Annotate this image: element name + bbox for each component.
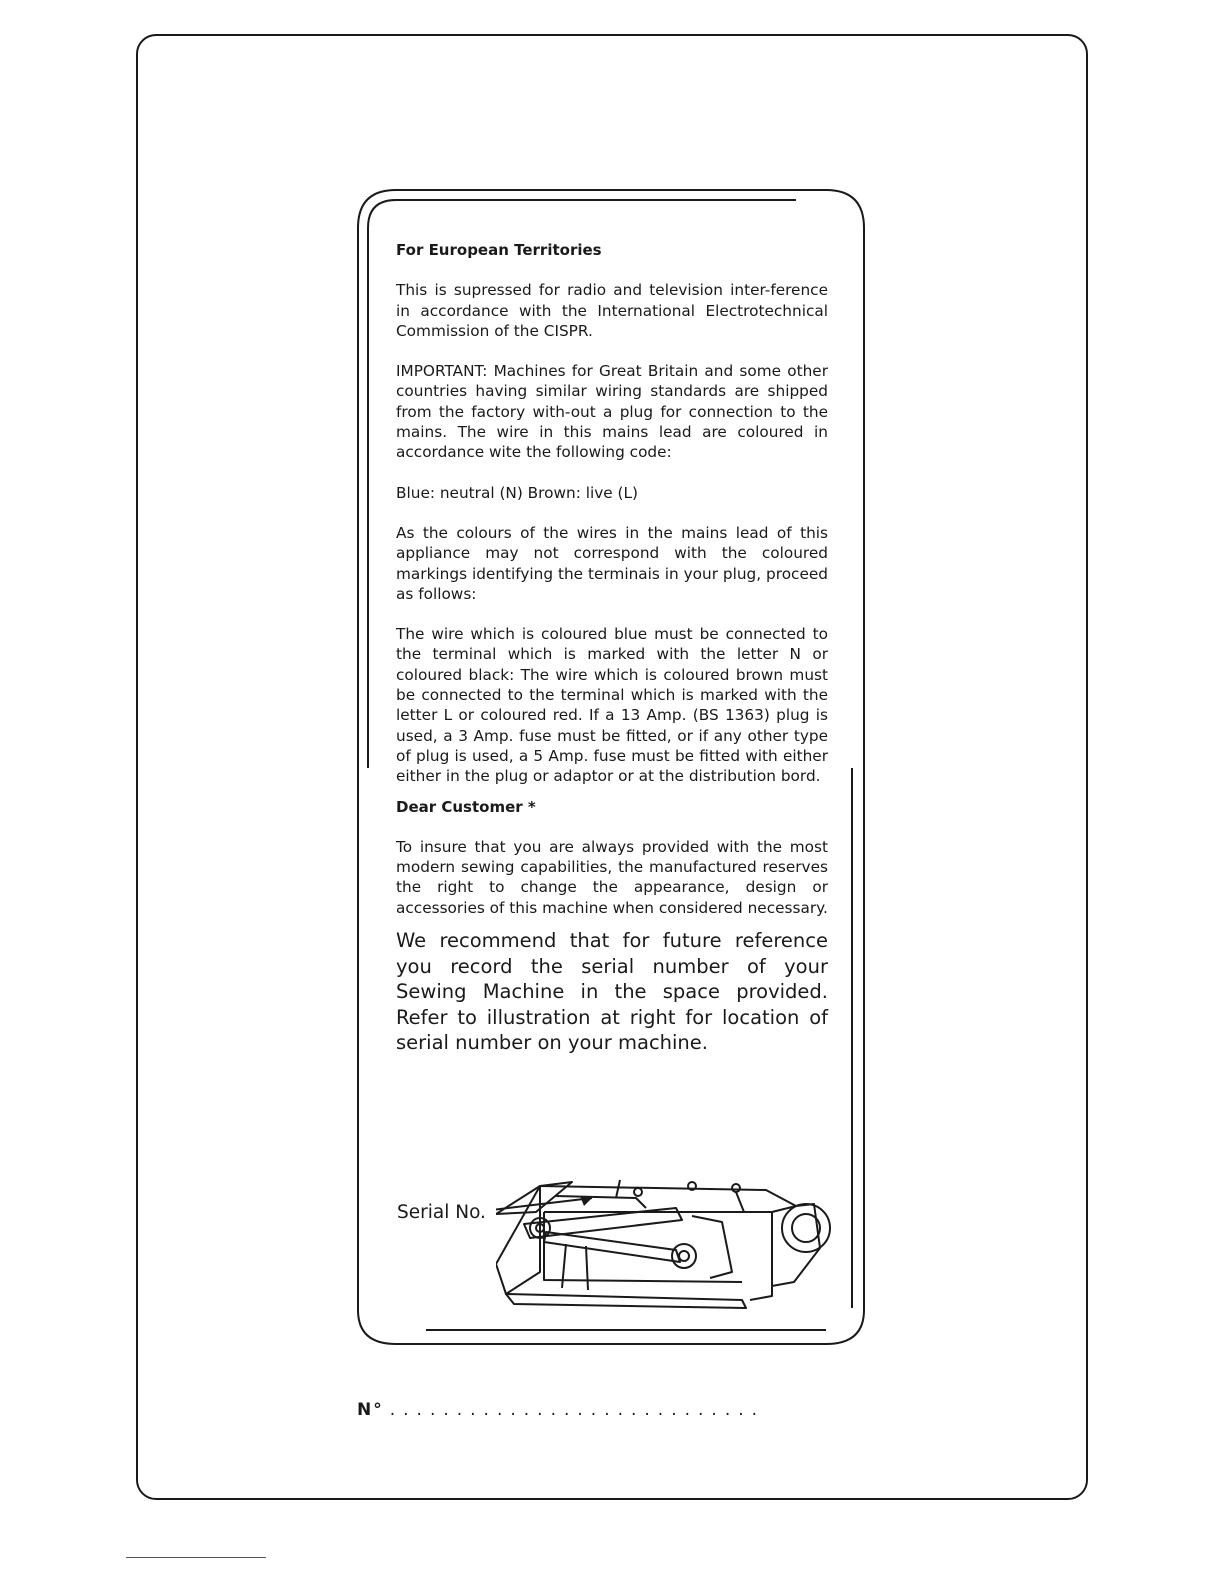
heading-european-territories: For European Territories (396, 241, 602, 259)
sewing-machine-illustration (496, 1176, 836, 1320)
connection-paragraph: The wire which is coloured blue must be connected to the terminal which is marked with the letter N or coloured black: The wire which is coloured brown must be connected to the terminal which is marked with the letter L or coloured red. If a 13 Amp. (BS 1363) plug is used, a 3 Amp. fuse must be fitted, or if any other type of plug is used, a 5 Amp. fuse must be fitted with either either in the plug or adaptor or at the distribution bord. (396, 625, 828, 786)
notice-card (356, 188, 866, 1348)
wire-code-paragraph: Blue: neutral (N) Brown: live (L) (396, 483, 638, 502)
card-text-body (396, 240, 828, 1056)
serial-number-label: Serial No. (397, 1202, 486, 1223)
important-paragraph: IMPORTANT: Machines for Great Britain and some other countries having similar wiring standards are shipped from the factory with-out a plug for connection to the mains. The wire in this mains lead are coloured in accordance wite the following code: (396, 362, 828, 462)
heading-dear-customer: Dear Customer * (396, 797, 536, 816)
serial-number-entry (357, 1400, 765, 1420)
suppression-paragraph: This is supressed for radio and television inter-ference in accordance with the International Electrotechnical Commission of the CISPR. (396, 281, 828, 340)
customer-paragraph: To insure that you are always provided with the most modern sewing capabilities, the manufactured reserves the right to change the appearance, design or accessories of this machine when considered necessary. (396, 837, 828, 917)
footer-rule (126, 1557, 266, 1558)
recommend-paragraph: We recommend that for future reference you record the serial number of your Sewing Machine in the space provided. Refer to illustration at right for location of serial number on your machine. (396, 929, 828, 1055)
serial-number-prefix: N° (357, 1400, 384, 1420)
colours-paragraph: As the colours of the wires in the mains lead of this appliance may not correspond with the coloured markings identifying the terminais in your plug, proceed as follows: (396, 523, 828, 603)
serial-number-blank: ............................ (389, 1400, 766, 1420)
